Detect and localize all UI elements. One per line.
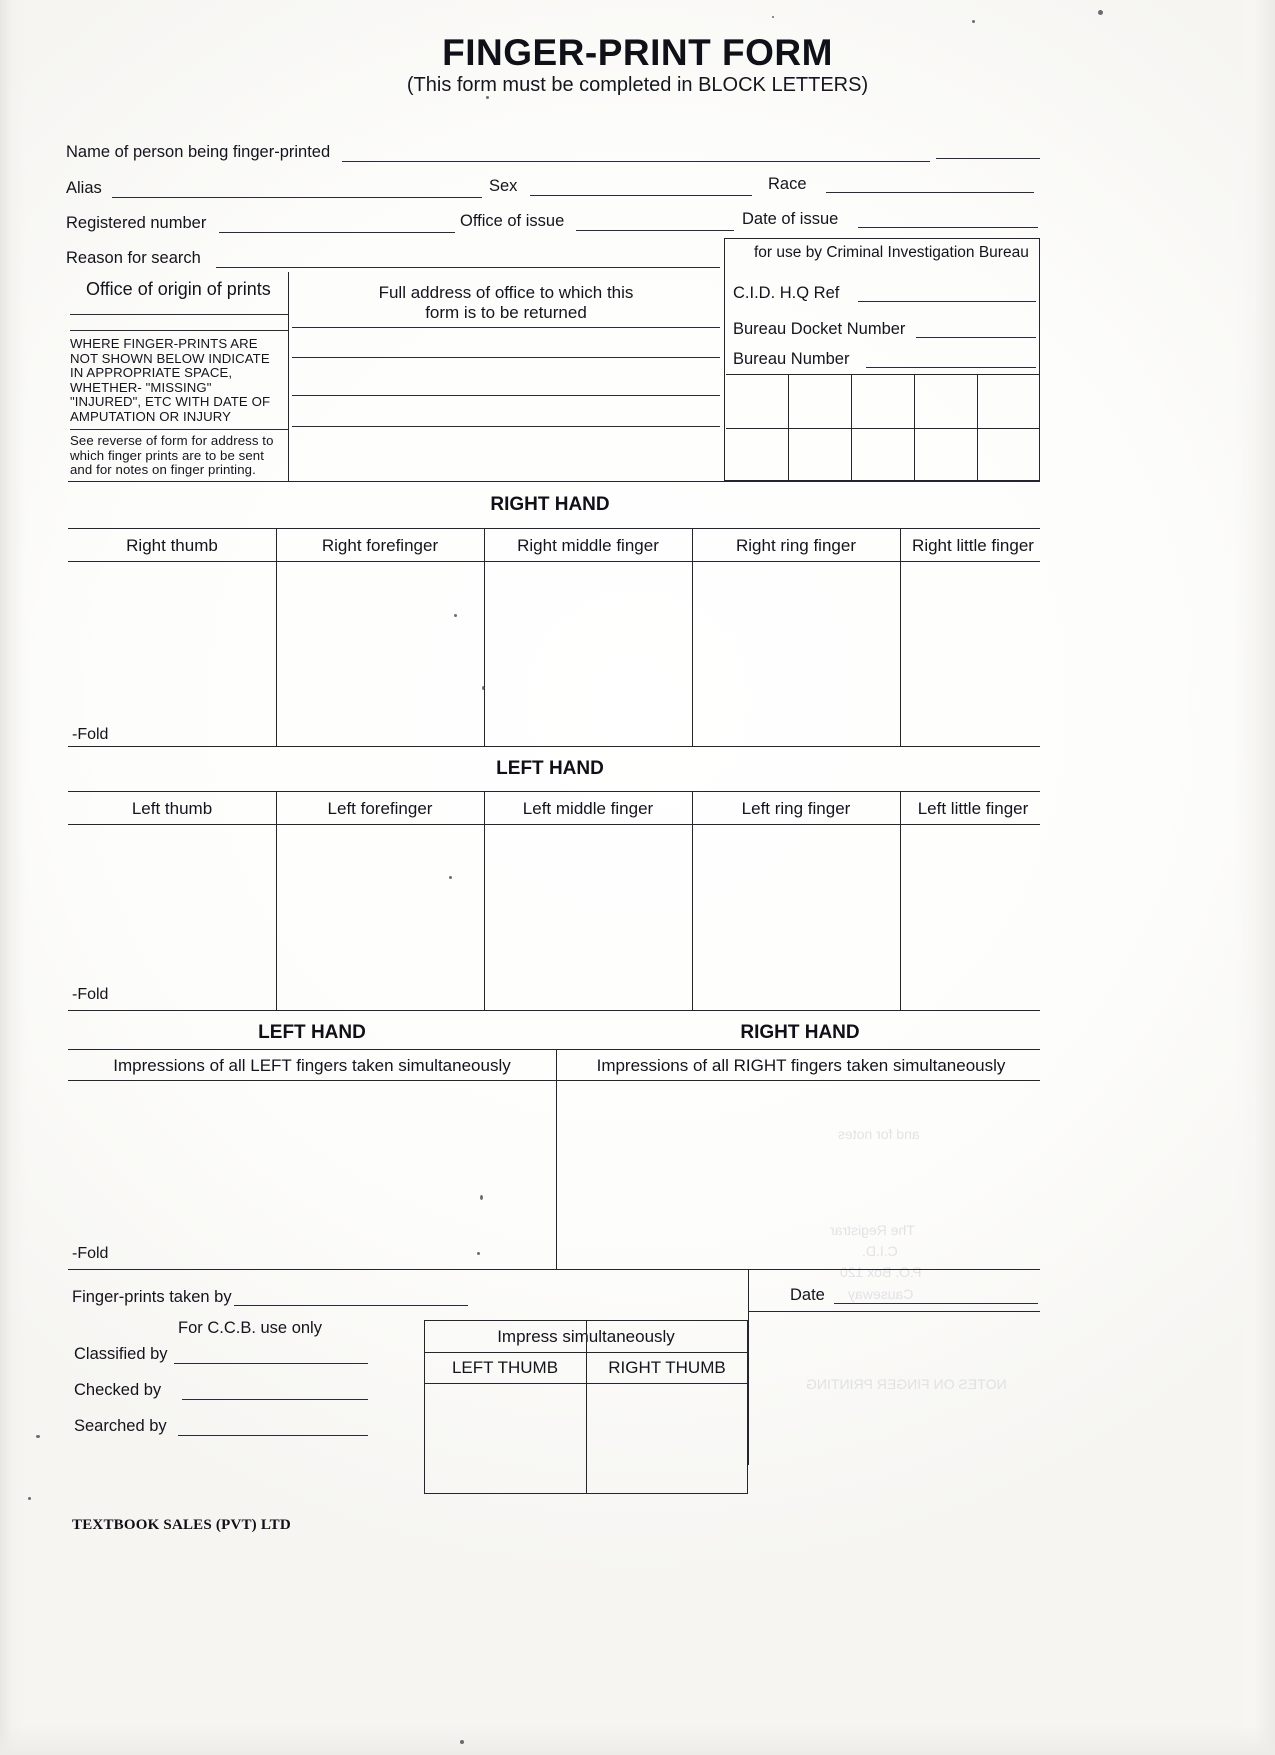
fingerprint-cell-left-middle-finger[interactable] — [485, 825, 692, 1010]
column-header-left-forefinger: Left forefinger — [327, 799, 433, 818]
scan-speck — [482, 686, 485, 690]
signoff-date-underline-border — [748, 1311, 1040, 1312]
label-alias: Alias — [66, 179, 102, 197]
section-heading-right-hand: RIGHT HAND — [490, 494, 610, 515]
input-office-of-origin[interactable] — [70, 314, 288, 315]
column-header-right-forefinger: Right forefinger — [321, 536, 439, 555]
bleed-through-text: and for notes — [838, 1126, 920, 1142]
input-registered-number[interactable] — [219, 232, 455, 233]
label-date: Date — [790, 1286, 825, 1304]
cid-grid-cell[interactable] — [726, 429, 788, 481]
label-name-of-person: Name of person being finger-printed — [66, 143, 331, 161]
input-date[interactable] — [834, 1303, 1038, 1304]
page-subtitle: (This form must be completed in BLOCK LETTERS) — [406, 74, 869, 96]
input-fingerprints-taken-by[interactable] — [234, 1305, 468, 1306]
column-header-left-little-finger: Left little finger — [917, 799, 1029, 818]
instruction-line: WHERE FINGER-PRINTS ARE — [70, 336, 258, 351]
reverse-note-line: and for notes on finger printing. — [70, 462, 256, 478]
label-reason-for-search: Reason for search — [66, 249, 201, 267]
bleed-through-text: Causeway — [848, 1286, 914, 1302]
impress-simultaneously-heading: Impress simultaneously — [497, 1327, 675, 1346]
scan-speck — [772, 16, 774, 18]
simultaneous-heading-left-hand: LEFT HAND — [258, 1022, 366, 1043]
publisher-footer: TEXTBOOK SALES (PVT) LTD — [72, 1517, 291, 1533]
instruction-line: WHETHER- "MISSING" — [70, 379, 212, 395]
input-bureau-number[interactable] — [866, 367, 1036, 368]
input-office-of-origin-line2[interactable] — [70, 330, 288, 331]
reverse-note-line: which finger prints are to be sent — [70, 447, 264, 463]
fingerprint-cell-right-thumb[interactable] — [68, 562, 276, 746]
scan-speck — [477, 1252, 480, 1255]
scan-speck — [1098, 10, 1103, 15]
scan-speck — [454, 614, 457, 617]
cid-grid-cell[interactable] — [977, 375, 1040, 428]
cid-grid-cell[interactable] — [977, 429, 1040, 481]
scan-speck — [460, 1740, 464, 1744]
divider-above-reverse-note — [70, 429, 288, 430]
cid-grid-cell[interactable] — [914, 375, 977, 428]
input-searched-by[interactable] — [178, 1435, 368, 1436]
fingerprint-cell-right-forefinger[interactable] — [277, 562, 484, 746]
input-office-of-issue[interactable] — [576, 230, 734, 231]
thumb-print-cell-left[interactable] — [425, 1384, 586, 1493]
input-cid-hq-ref[interactable] — [858, 301, 1036, 302]
cid-grid-cell[interactable] — [788, 429, 851, 481]
simultaneous-table-top-border — [68, 1049, 1040, 1050]
fingerprint-cell-right-ring-finger[interactable] — [693, 562, 900, 746]
instruction-text-missing-injured — [70, 337, 288, 425]
simultaneous-cell-right-hand[interactable] — [557, 1081, 1040, 1269]
label-bureau-docket-number: Bureau Docket Number — [733, 320, 906, 338]
origin-box-divider-left — [288, 272, 289, 481]
input-checked-by[interactable] — [182, 1399, 368, 1400]
thumb-print-cell-right[interactable] — [587, 1384, 747, 1493]
right-hand-table-top-border — [68, 528, 1040, 529]
instruction-line: IN APPROPRIATE SPACE, — [70, 365, 233, 381]
cid-grid-cell[interactable] — [851, 429, 914, 481]
label-classified-by: Classified by — [74, 1345, 168, 1363]
scan-speck — [486, 96, 489, 99]
label-searched-by: Searched by — [74, 1417, 167, 1435]
scan-speck — [36, 1435, 40, 1438]
input-return-address-line-4[interactable] — [292, 426, 720, 427]
caption-left-simultaneous: Impressions of all LEFT fingers taken simultaneously — [113, 1056, 511, 1075]
scan-speck — [28, 1497, 31, 1500]
scan-speck — [972, 20, 975, 23]
column-header-left-thumb: Left thumb — [131, 799, 213, 818]
column-header-left-ring-finger: Left ring finger — [741, 799, 851, 818]
return-address-heading — [290, 283, 722, 323]
cid-grid-cell[interactable] — [726, 375, 788, 428]
caption-right-simultaneous: Impressions of all RIGHT fingers taken simultaneously — [596, 1056, 1006, 1075]
label-race: Race — [768, 175, 807, 193]
column-header-right-middle-finger: Right middle finger — [517, 536, 659, 555]
return-address-heading-line2: form is to be returned — [425, 303, 587, 322]
fold-marker: -Fold — [72, 1245, 109, 1262]
bleed-through-text: NOTES ON FINGER PRINTING — [806, 1376, 1007, 1392]
ccb-use-only-heading: For C.C.B. use only — [178, 1319, 322, 1337]
label-office-of-origin: Office of origin of prints — [86, 279, 271, 299]
signoff-right-divider — [748, 1269, 749, 1465]
simultaneous-cell-left-hand[interactable] — [68, 1081, 556, 1269]
column-header-right-ring-finger: Right ring finger — [735, 536, 856, 555]
fingerprint-cell-left-thumb[interactable] — [68, 825, 276, 1010]
scan-speck — [480, 1195, 483, 1200]
column-header-right-little-finger: Right little finger — [912, 536, 1034, 555]
reverse-of-form-note — [70, 434, 292, 478]
column-header-left-thumb-impress: LEFT THUMB — [451, 1358, 559, 1377]
right-hand-table-bottom-border — [68, 746, 1040, 747]
simultaneous-heading-right-hand: RIGHT HAND — [740, 1022, 860, 1043]
input-classified-by[interactable] — [174, 1363, 368, 1364]
input-reason-for-search[interactable] — [216, 267, 720, 268]
instruction-line: "INJURED", ETC WITH DATE OF — [70, 394, 271, 410]
label-sex: Sex — [489, 177, 518, 195]
left-hand-table-top-border — [68, 791, 1040, 792]
input-date-of-issue[interactable] — [858, 227, 1038, 228]
simultaneous-table-bottom-border — [68, 1269, 1040, 1270]
page-title: FINGER-PRINT FORM — [442, 32, 833, 73]
fingerprint-cell-left-little-finger[interactable] — [901, 825, 1040, 1010]
column-header-right-thumb: Right thumb — [126, 536, 218, 555]
label-fingerprints-taken-by: Finger-prints taken by — [72, 1288, 232, 1306]
cid-grid-cell[interactable] — [851, 375, 914, 428]
column-header-left-middle-finger: Left middle finger — [522, 799, 654, 818]
label-date-of-issue: Date of issue — [742, 210, 839, 228]
input-return-address-line-3[interactable] — [292, 395, 720, 396]
input-name-of-person[interactable] — [342, 161, 930, 162]
label-registered-number: Registered number — [66, 214, 207, 232]
fold-marker: -Fold — [72, 726, 109, 743]
cid-grid-cell[interactable] — [788, 375, 851, 428]
input-race[interactable] — [826, 192, 1034, 193]
label-bureau-number: Bureau Number — [733, 350, 850, 368]
left-hand-table-bottom-border — [68, 1010, 1040, 1011]
scan-speck — [449, 876, 452, 879]
input-return-address-line-1[interactable] — [292, 327, 720, 328]
instruction-line: AMPUTATION OR INJURY — [70, 408, 231, 424]
input-return-address-line-2[interactable] — [292, 357, 720, 358]
input-sex[interactable] — [530, 195, 752, 196]
label-cid-hq-ref: C.I.D. H.Q Ref — [733, 284, 840, 302]
cid-grid-cell[interactable] — [914, 429, 977, 481]
fingerprint-cell-left-forefinger[interactable] — [277, 825, 484, 1010]
column-header-right-thumb-impress: RIGHT THUMB — [608, 1358, 726, 1377]
fingerprint-cell-left-ring-finger[interactable] — [693, 825, 900, 1010]
return-address-heading-line1: Full address of office to which this — [378, 283, 634, 302]
section-heading-left-hand: LEFT HAND — [496, 758, 604, 779]
bleed-through-text: The Registrar — [830, 1222, 915, 1238]
input-alias[interactable] — [112, 197, 482, 198]
bleed-through-text: C.I.D. — [862, 1243, 898, 1259]
fingerprint-cell-right-middle-finger[interactable] — [485, 562, 692, 746]
input-name-of-person-cont[interactable] — [936, 158, 1040, 159]
label-office-of-issue: Office of issue — [460, 212, 565, 230]
label-checked-by: Checked by — [74, 1381, 162, 1399]
cid-box-heading: for use by Criminal Investigation Bureau — [754, 244, 1029, 261]
instruction-line: NOT SHOWN BELOW INDICATE — [70, 350, 270, 366]
bleed-through-text: P.O. Box 120 — [840, 1264, 922, 1280]
input-bureau-docket-number[interactable] — [916, 337, 1036, 338]
origin-block-bottom-border — [68, 481, 1040, 482]
reverse-note-line: See reverse of form for address to — [70, 433, 274, 448]
fingerprint-cell-right-little-finger[interactable] — [901, 562, 1040, 746]
fold-marker: -Fold — [72, 986, 109, 1003]
